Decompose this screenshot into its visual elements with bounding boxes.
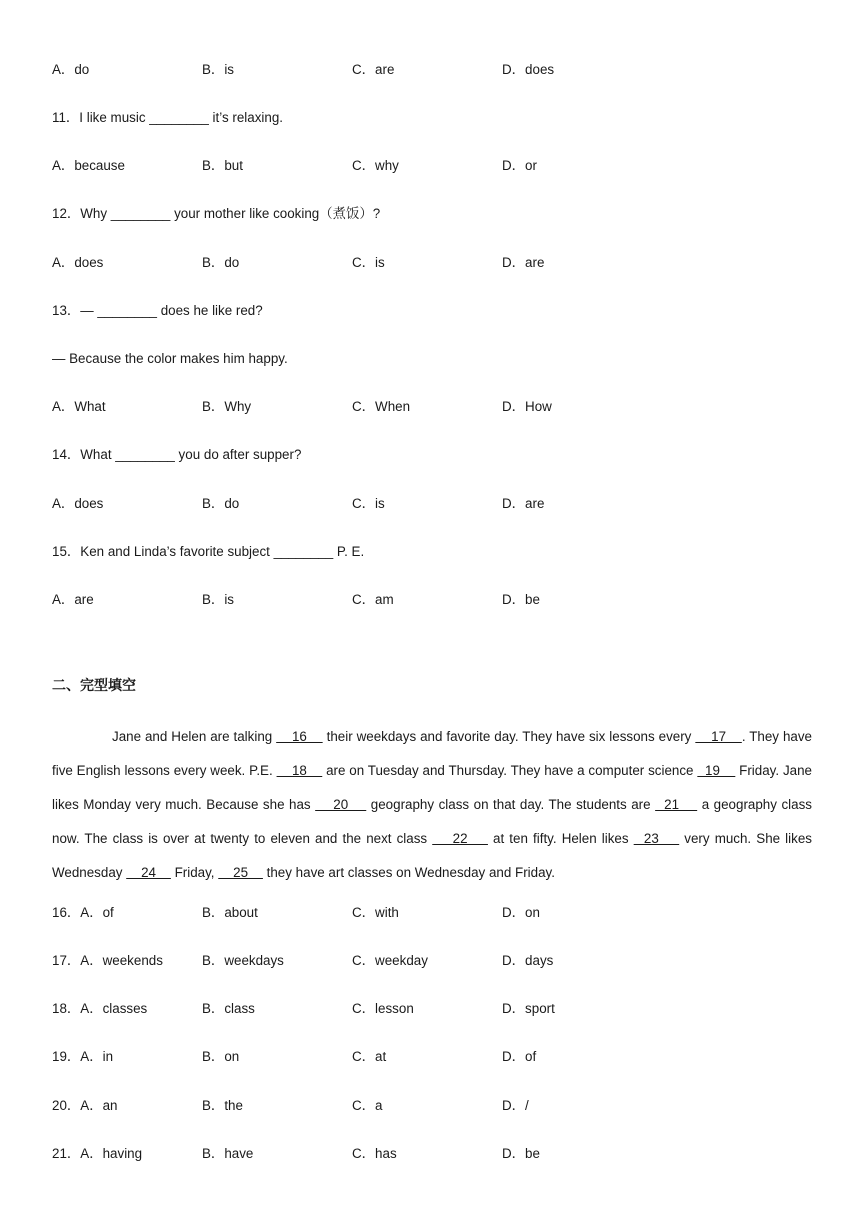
- option-a: A．does: [52, 496, 104, 511]
- question-21-options: [52, 1146, 752, 1162]
- option-b: B．on: [202, 1049, 240, 1064]
- option-b: B．do: [202, 255, 240, 270]
- passage-text: Friday,: [170, 865, 219, 880]
- passage-text: a geography class now. The class is over at twenty to eleven and the next class: [52, 797, 812, 846]
- blank-25: 25: [218, 865, 263, 880]
- passage-text: Jane and Helen are talking: [112, 729, 277, 744]
- passage-text: their weekdays and favorite day. They have six lessons every: [322, 729, 696, 744]
- cloze-passage: [52, 720, 812, 890]
- option-b: B．the: [202, 1098, 243, 1113]
- option-b: B．is: [202, 62, 234, 77]
- question-12-options: [52, 255, 752, 271]
- option-c: C．weekday: [352, 953, 428, 968]
- blank-23: 23: [633, 831, 680, 846]
- option-d: D．are: [502, 255, 545, 270]
- question-13-response: — Because the color makes him happy.: [52, 351, 288, 366]
- option-d: D．How: [502, 399, 552, 414]
- blank-22: 22: [432, 831, 488, 846]
- option-c: C．When: [352, 399, 411, 414]
- option-d: D．be: [502, 1146, 540, 1161]
- option-b: B．do: [202, 496, 240, 511]
- option-d: D．days: [502, 953, 554, 968]
- option-a: 20．A．an: [52, 1098, 118, 1113]
- question-11: 11．I like music ________ it’s relaxing.: [52, 110, 283, 125]
- option-b: B．weekdays: [202, 953, 284, 968]
- blank-20: 20: [315, 797, 367, 812]
- option-a: 21．A．having: [52, 1146, 143, 1161]
- blank-24: 24: [126, 865, 171, 880]
- blank-19: 19: [697, 763, 736, 778]
- option-d: D．does: [502, 62, 555, 77]
- question-15-options: [52, 592, 752, 608]
- option-a: 16．A．of: [52, 905, 114, 920]
- option-d: D．on: [502, 905, 540, 920]
- option-d: D．/: [502, 1098, 529, 1113]
- question-13-options: [52, 399, 752, 415]
- question-16-options: [52, 905, 752, 921]
- option-a: 18．A．classes: [52, 1001, 148, 1016]
- passage-text: Friday. Jane likes Monday very much. Because she has: [52, 763, 812, 812]
- passage-text: they have art classes on Wednesday and Friday.: [262, 865, 555, 880]
- option-c: C．is: [352, 496, 385, 511]
- option-c: C．at: [352, 1049, 387, 1064]
- question-14: 14．What ________ you do after supper?: [52, 447, 302, 462]
- passage-text: . They have five English lessons every week. P.E.: [52, 729, 812, 778]
- option-d: D．of: [502, 1049, 537, 1064]
- question-20-options: [52, 1098, 752, 1114]
- question-19-options: [52, 1049, 752, 1065]
- option-a: A．because: [52, 158, 125, 173]
- option-b: B．is: [202, 592, 234, 607]
- option-b: B．have: [202, 1146, 254, 1161]
- question-10-options: [52, 62, 752, 78]
- option-c: C．with: [352, 905, 399, 920]
- blank-16: 16: [276, 729, 323, 744]
- option-a: A．are: [52, 592, 94, 607]
- option-c: C．has: [352, 1146, 397, 1161]
- blank-21: 21: [655, 797, 698, 812]
- section-title: 二、完型填空: [52, 677, 136, 693]
- question-14-options: [52, 496, 752, 512]
- option-b: B．but: [202, 158, 243, 173]
- blank-17: 17: [695, 729, 742, 744]
- question-15: 15．Ken and Linda’s favorite subject ________ P. E.: [52, 544, 365, 559]
- question-17-options: [52, 953, 752, 969]
- option-a: A．do: [52, 62, 90, 77]
- option-b: B．about: [202, 905, 258, 920]
- option-a: 19．A．in: [52, 1049, 114, 1064]
- option-b: B．class: [202, 1001, 255, 1016]
- question-18-options: [52, 1001, 752, 1017]
- passage-text: are on Tuesday and Thursday. They have a computer science: [322, 763, 698, 778]
- option-d: D．are: [502, 496, 545, 511]
- passage-text: very much. She likes Wednesday: [52, 831, 812, 880]
- option-c: C．why: [352, 158, 399, 173]
- option-d: D．sport: [502, 1001, 555, 1016]
- option-c: C．lesson: [352, 1001, 414, 1016]
- option-a: A．does: [52, 255, 104, 270]
- option-c: C．a: [352, 1098, 383, 1113]
- passage-text: geography class on that day. The students are: [366, 797, 656, 812]
- option-d: D．or: [502, 158, 537, 173]
- question-13: 13．— ________ does he like red?: [52, 303, 263, 318]
- option-c: C．is: [352, 255, 385, 270]
- passage-text: at ten fifty. Helen likes: [487, 831, 634, 846]
- question-11-options: [52, 158, 752, 174]
- option-d: D．be: [502, 592, 540, 607]
- blank-18: 18: [276, 763, 323, 778]
- option-a: A．What: [52, 399, 106, 414]
- option-a: 17．A．weekends: [52, 953, 163, 968]
- option-c: C．am: [352, 592, 394, 607]
- option-b: B．Why: [202, 399, 252, 414]
- option-c: C．are: [352, 62, 395, 77]
- question-12: 12．Why ________ your mother like cooking（煮饭）?: [52, 206, 381, 221]
